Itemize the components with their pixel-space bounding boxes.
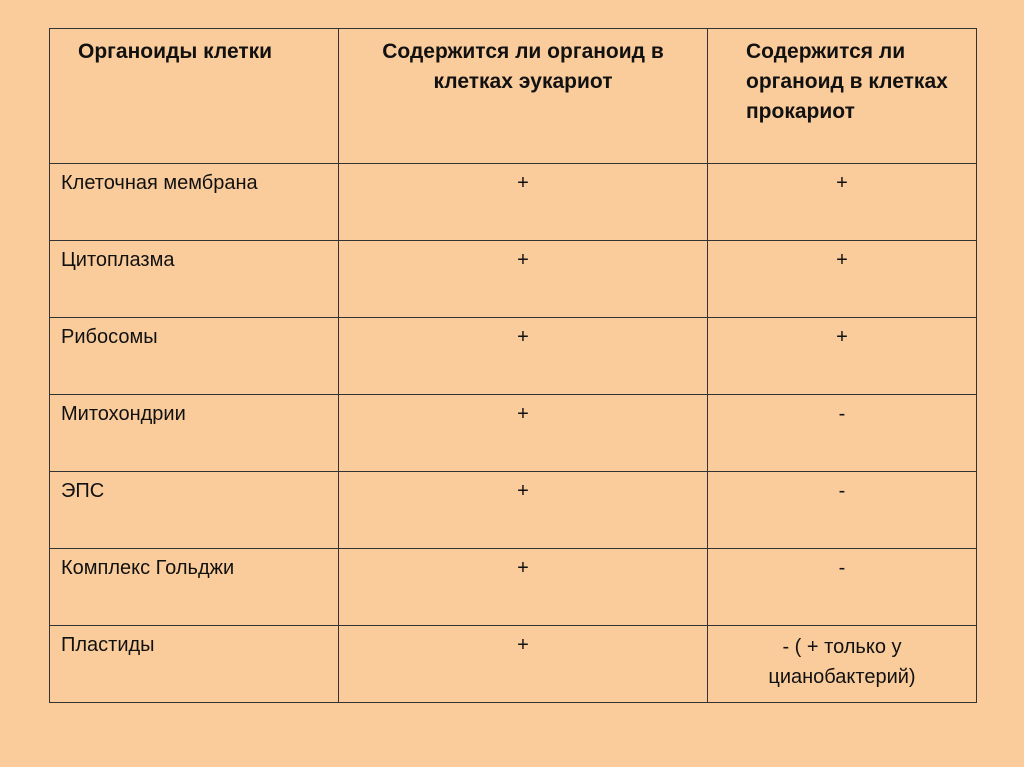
- table-row: [50, 318, 977, 395]
- prokaryote-cell: +: [708, 318, 977, 395]
- prokaryote-cell: -: [708, 395, 977, 472]
- prokaryote-cell: - ( + только у цианобактерий): [708, 626, 977, 703]
- eukaryote-cell: +: [339, 626, 708, 703]
- table-row: [50, 395, 977, 472]
- organoid-name-cell: Комплекс Гольджи: [50, 549, 339, 626]
- prokaryote-cell: -: [708, 472, 977, 549]
- eukaryote-cell: +: [339, 395, 708, 472]
- table-header-row: [50, 29, 977, 164]
- eukaryote-cell: +: [339, 164, 708, 241]
- header-prokaryotes: Содержится ли органоид в клетках прокариот: [708, 29, 977, 164]
- table-row: [50, 549, 977, 626]
- table-row: [50, 626, 977, 703]
- eukaryote-cell: +: [339, 549, 708, 626]
- prokaryote-cell: +: [708, 164, 977, 241]
- organoid-name-cell: Пластиды: [50, 626, 339, 703]
- table-row: [50, 472, 977, 549]
- prokaryote-cell: +: [708, 241, 977, 318]
- table-row: [50, 164, 977, 241]
- organoid-table: [49, 28, 977, 703]
- organoid-name-cell: Митохондрии: [50, 395, 339, 472]
- header-eukaryotes: Содержится ли органоид в клетках эукариот: [339, 29, 708, 164]
- eukaryote-cell: +: [339, 318, 708, 395]
- header-organoids: Органоиды клетки: [50, 29, 339, 164]
- organoid-table-container: [49, 28, 977, 703]
- eukaryote-cell: +: [339, 241, 708, 318]
- organoid-name-cell: Цитоплазма: [50, 241, 339, 318]
- organoid-name-cell: Клеточная мембрана: [50, 164, 339, 241]
- table-row: [50, 241, 977, 318]
- organoid-name-cell: ЭПС: [50, 472, 339, 549]
- eukaryote-cell: +: [339, 472, 708, 549]
- organoid-name-cell: Рибосомы: [50, 318, 339, 395]
- prokaryote-cell: -: [708, 549, 977, 626]
